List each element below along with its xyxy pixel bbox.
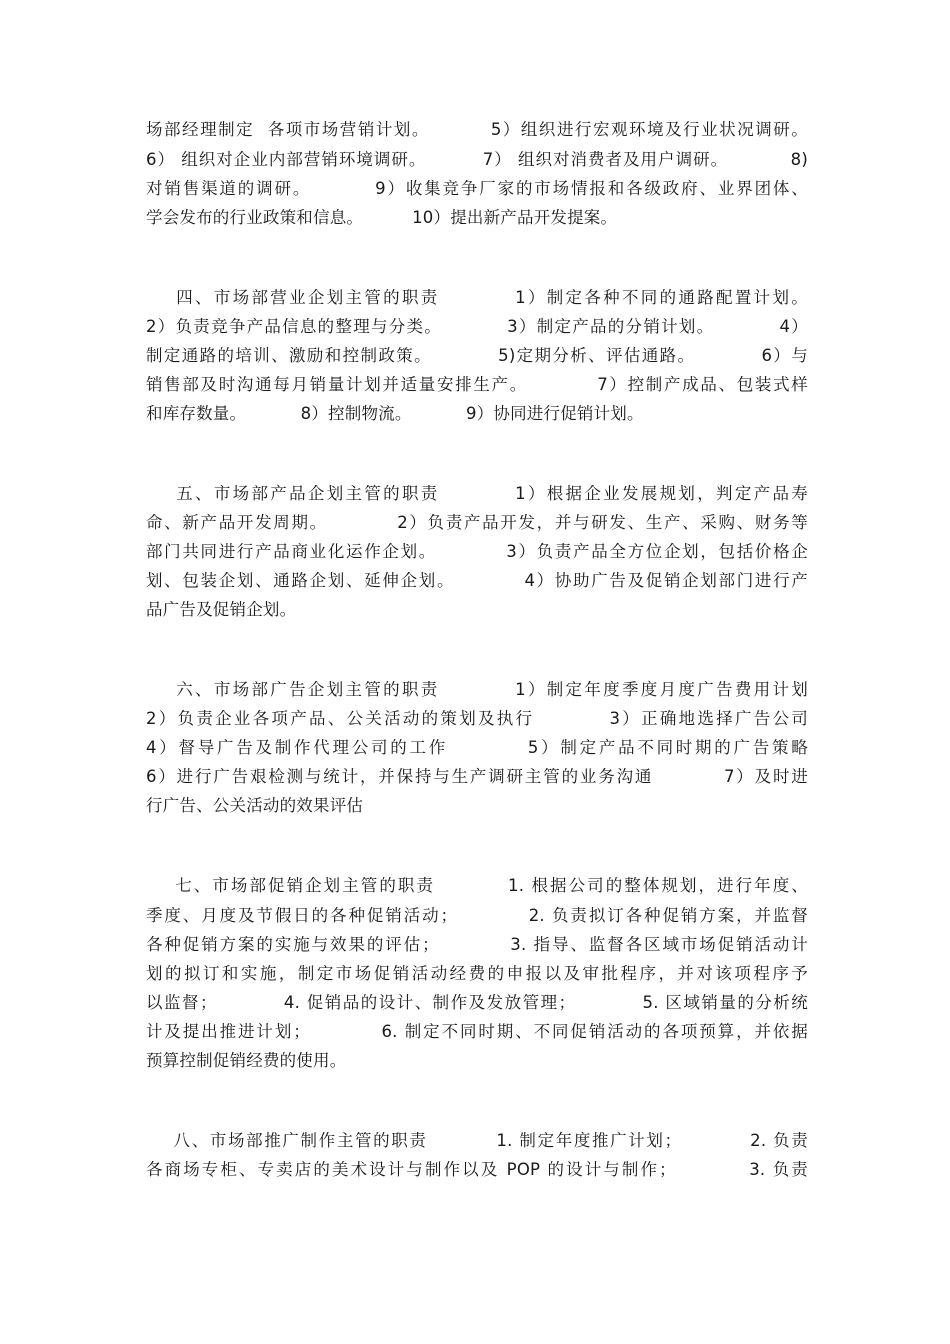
text-line: 部门共同进行产品商业化运作企划。 3）负责产品全方位企划，包括价格企 bbox=[146, 542, 808, 561]
text-line: 4）督导广告及制作代理公司的工作 5）制定产品不同时期的广告策略 bbox=[146, 738, 808, 757]
text-line: 和库存数量。 8）控制物流。 9）协同进行促销计划。 bbox=[146, 404, 644, 423]
text-line: 命、新产品开发周期。 2）负责产品开发，并与研发、生产、采购、财务等 bbox=[146, 513, 808, 532]
section-heading-line: 四、市场部营业企划主管的职责 1）制定各种不同的通路配置计划。 bbox=[146, 288, 808, 307]
text-line: 行广告、公关活动的效果评估 bbox=[146, 796, 364, 815]
text-line: 制定通路的培训、激励和控制政策。 5)定期分析、评估通路。 6）与 bbox=[146, 346, 808, 365]
text-line: 划、包装企划、通路企划、延伸企划。 4）协助广告及促销企划部门进行产 bbox=[146, 571, 808, 590]
text-line: 销售部及时沟通每月销量计划并适量安排生产。 7）控制产成品、包装式样 bbox=[146, 375, 808, 394]
text-line: 学会发布的行业政策和信息。 10）提出新产品开发提案。 bbox=[146, 208, 618, 227]
text-line: 品广告及促销企划。 bbox=[146, 600, 297, 619]
text-line: 2）负责竞争产品信息的整理与分类。 3）制定产品的分销计划。 4） bbox=[146, 317, 808, 336]
text-line: 季度、月度及节假日的各种促销活动； 2. 负责拟订各种促销方案，并监督 bbox=[146, 906, 808, 925]
section-heading-line: 五、市场部产品企划主管的职责 1）根据企业发展规划，判定产品寿 bbox=[146, 484, 808, 503]
text-line: 计及提出推进计划； 6. 制定不同时期、不同促销活动的各项预算，并依据 bbox=[146, 1022, 808, 1041]
text-line: 以监督； 4. 促销品的设计、制作及发放管理； 5. 区域销量的分析统 bbox=[146, 993, 808, 1012]
text-line: 对销售渠道的调研。 9）收集竞争厂家的市场情报和各级政府、业界团体、 bbox=[146, 179, 808, 198]
text-line: 6）进行广告艰检测与统计，并保持与生产调研主管的业务沟通 7）及时进 bbox=[146, 767, 808, 786]
text-line: 场部经理制定 各项市场营销计划。 5）组织进行宏观环境及行业状况调研。 bbox=[146, 120, 808, 139]
text-line: 2）负责企业各项产品、公关活动的策划及执行 3）正确地选择广告公司 bbox=[146, 709, 808, 728]
text-line: 6） 组织对企业内部营销环境调研。 7） 组织对消费者及用户调研。 8) bbox=[146, 150, 808, 169]
text-line: 划的拟订和实施，制定市场促销活动经费的申报以及审批程序，并对该项程序予 bbox=[146, 964, 808, 983]
section-heading-line: 六、市场部广告企划主管的职责 1）制定年度季度月度广告费用计划 bbox=[146, 680, 808, 699]
section-heading-line: 八、市场部推广制作主管的职责 1. 制定年度推广计划； 2. 负责 bbox=[146, 1131, 808, 1150]
text-line: 各种促销方案的实施与效果的评估； 3. 指导、监督各区域市场促销活动计 bbox=[146, 935, 808, 954]
text-line: 预算控制促销经费的使用。 bbox=[146, 1051, 347, 1070]
text-line: 各商场专柜、专卖店的美术设计与制作以及 POP 的设计与制作； 3. 负责 bbox=[146, 1160, 808, 1179]
section-heading-line: 七、市场部促销企划主管的职责 1. 根据公司的整体规划，进行年度、 bbox=[146, 876, 808, 895]
